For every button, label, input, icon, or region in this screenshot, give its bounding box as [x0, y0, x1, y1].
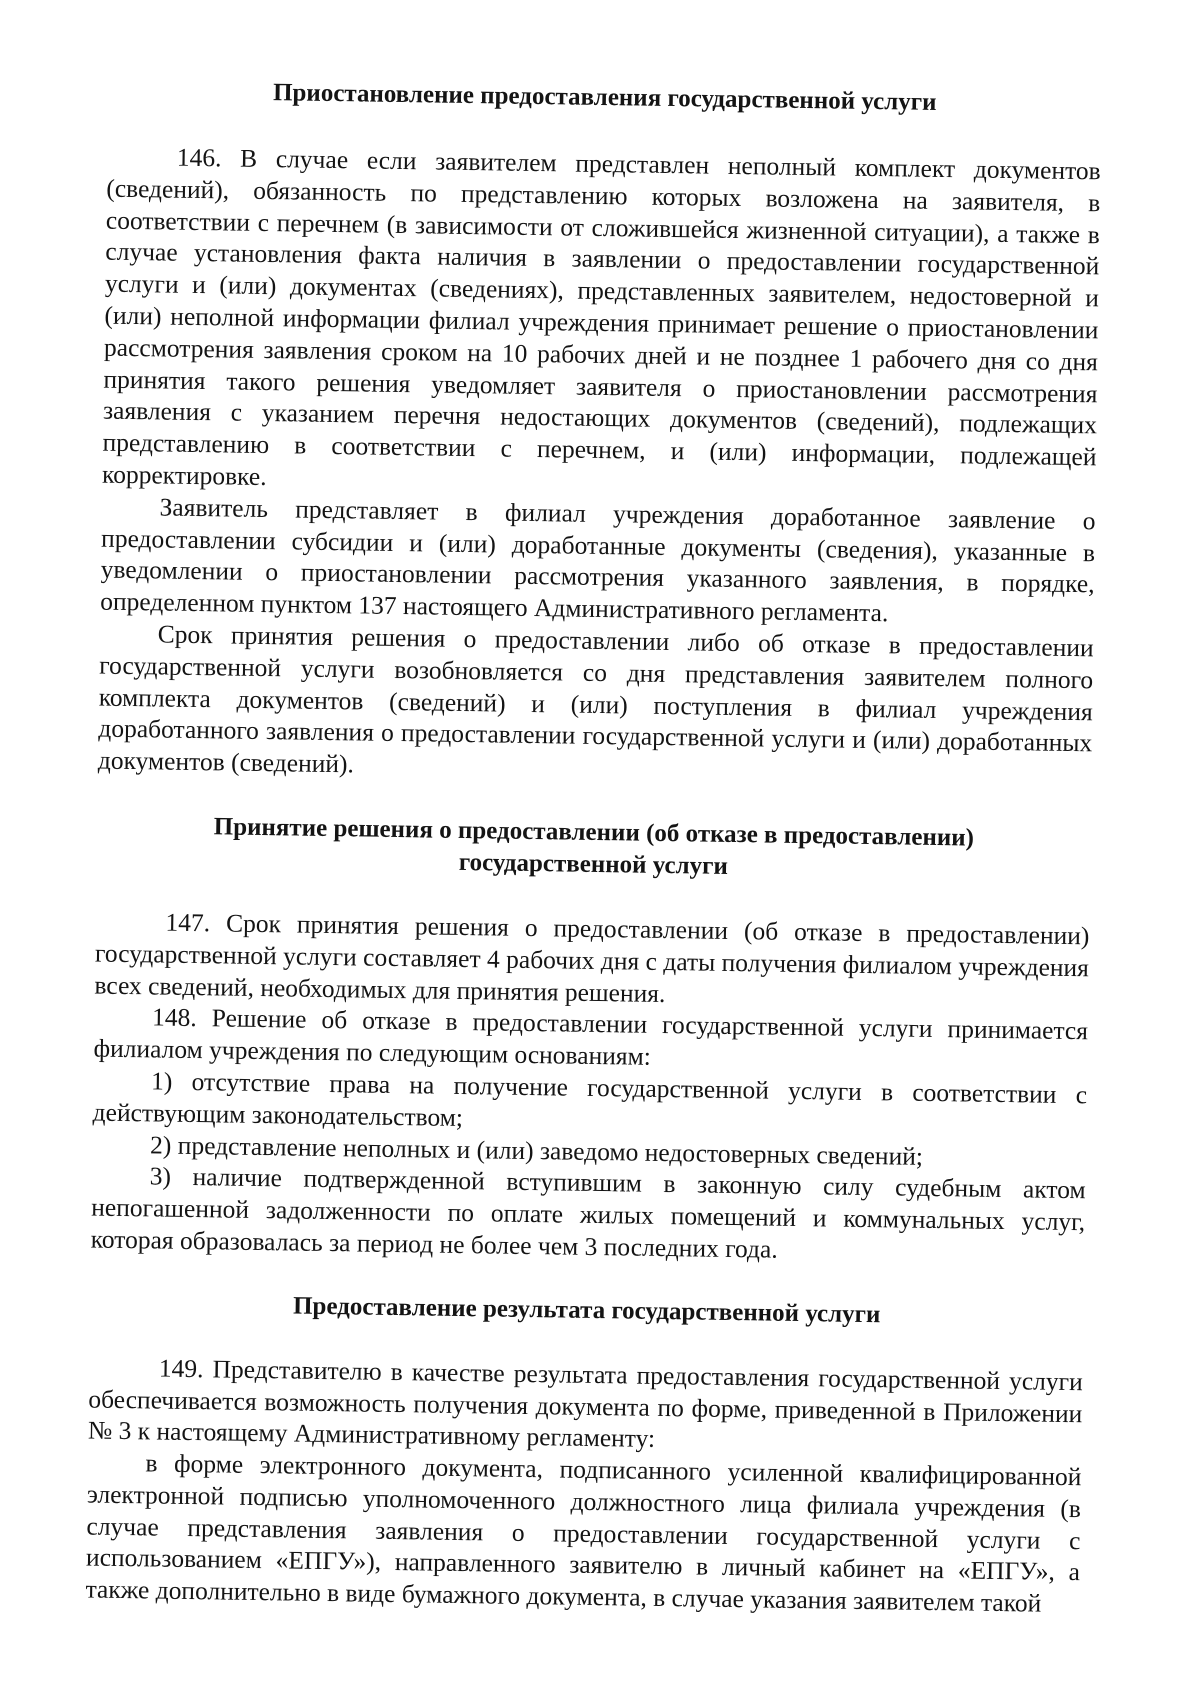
paragraph-146-applicant: Заявитель представляет в филиал учреждения доработанное заявление о предоставлении субсидии и (или) доработанные документы (сведения), указанные в уведомлении о приостановлении рассмотрения указанного заявления, в порядке, определенном пунктом 137 настоящего Административного регламента. [100, 492, 1096, 628]
document-content [85, 75, 1102, 1621]
paragraph-148-item-2: 2) представление неполных и (или) заведомо недостоверных сведений; [149, 1129, 924, 1171]
section-heading-decision-line2: государственной услуги [458, 848, 729, 880]
section-heading-decision [96, 809, 1091, 888]
paragraph-146-term: Срок принятия решения о предоставлении либо об отказе в предоставлении государственной услуги возобновляется со дня представления заявителем полного комплекта документов (сведений) и (или) поступления в филиал учреждения доработанного заявления о предоставлении государственной услуги и (или) доработанных документов (сведений). [97, 619, 1094, 779]
paragraph-146: 146. В случае если заявителем представлен неполный комплект документов (сведений), обязанность по представлению которых возложена на заявителя, в соответствии с перечнем (в зависимости от сложившейся жизненной ситуации), а также в случае установления факта наличия в заявлении о предоставлении государственной услуги и (или) документах (сведениях), представленных заявителем, недостоверной и (или) неполной информации филиал учреждения принимает решение о приостановлении рассмотрения заявления сроком на 10 рабочих дней и не позднее 1 рабочего дня со дня принятия такого решения уведомляет заявителя о приостановлении рассмотрения заявления с указанием перечня недостающих документов (сведений), подлежащих представлению в соответствии с перечнем, и (или) информации, подлежащей корректировке. [101, 142, 1101, 491]
paragraph-147: 147. Срок принятия решения о предоставлении (об отказе в предоставлении) государственной услуги составляет 4 рабочих дня с даты получения филиалом учреждения всех сведений, необходимых для принятия решения. [94, 907, 1090, 1008]
paragraph-149: 149. Представителю в качестве результата предоставления государственной услуги обеспечивается возможность получения документа по форме, приведенной в Приложении № 3 к настоящему Административному регламенту: [87, 1353, 1083, 1454]
section-heading-result: Предоставление результата государственной услуги [292, 1292, 881, 1328]
paragraph-148-item-3: 3) наличие подтвержденной вступившим в законную силу судебным актом непогашенной задолженности по оплате жилых помещений и коммунальных услуг, которая образовалась за период не более чем 3 последних года. [90, 1161, 1086, 1264]
paragraph-148-item-1: 1) отсутствие права на получение государственной услуги в соответствии с действующим законодательством; [92, 1066, 1088, 1132]
paragraph-148: 148. Решение об отказе в предоставлении государственной услуги принимается филиалом учреждения по следующим основаниям: [93, 1002, 1089, 1071]
section-heading-suspension: Приостановление предоставления государственной услуги [272, 79, 937, 116]
section-heading-decision-line1: Принятие решения о предоставлении (об отказе в предоставлении) [213, 813, 975, 852]
paragraph-149-electronic: в форме электронного документа, подписанного усиленной квалифицированной электронной подписью уполномоченного должностного лица филиала учреждения (в случае представления заявления о предоставлении государственной услуги с использованием «ЕПГУ»), направленного заявителю в личный кабинет на «ЕПГУ», а также дополнительно в виде бумажного документа, в случае указания заявителем такой [85, 1448, 1082, 1618]
